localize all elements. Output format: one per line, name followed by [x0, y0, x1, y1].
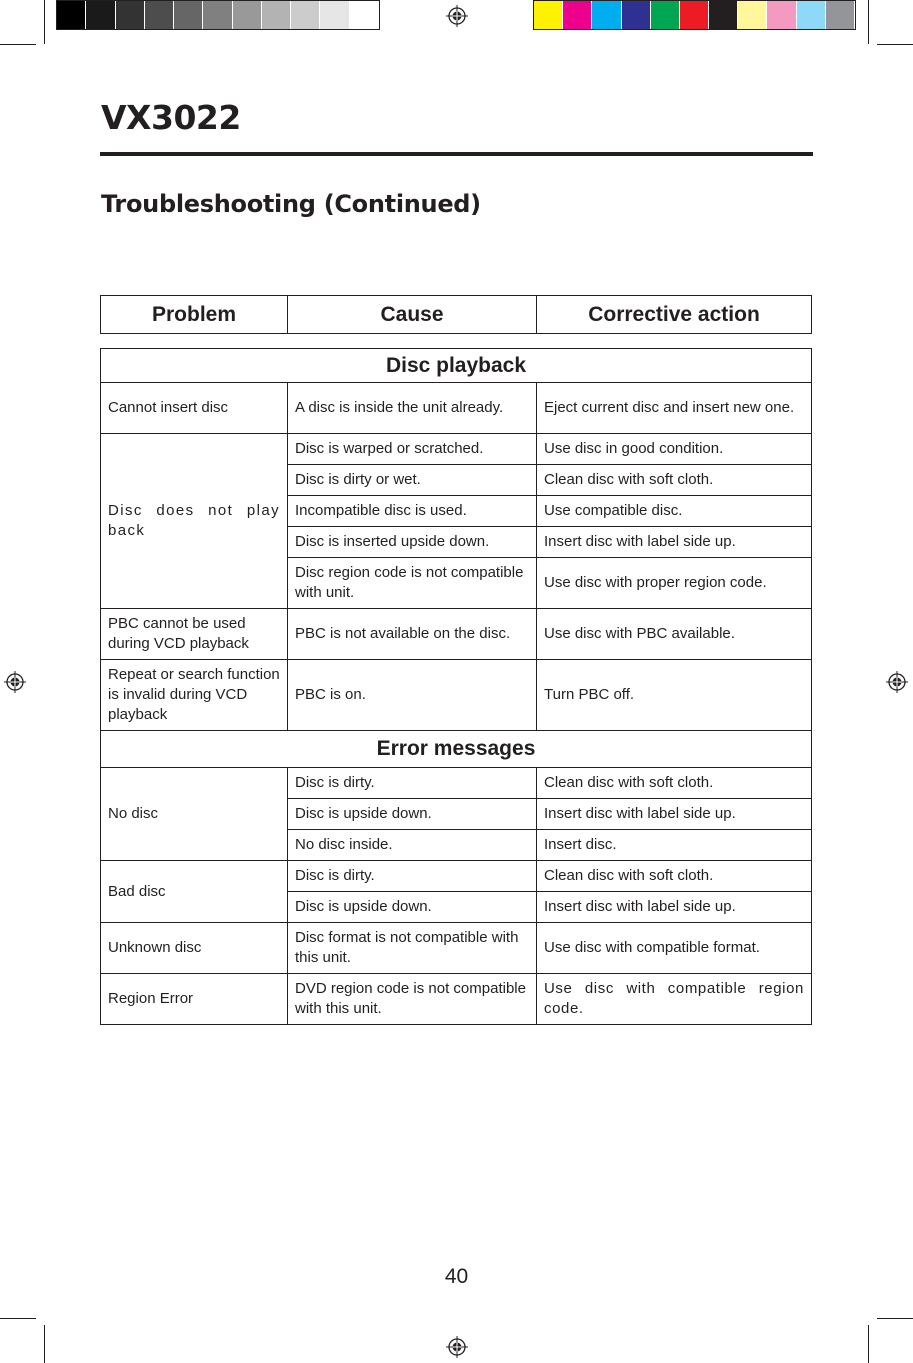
- crop-mark: [868, 0, 869, 44]
- color-swatch: [291, 1, 320, 29]
- color-swatch: [145, 1, 174, 29]
- troubleshooting-table: [100, 348, 812, 1025]
- header-table: [100, 295, 812, 334]
- action-cell: Use disc with compatible region code.: [537, 974, 812, 1025]
- header-rule: [100, 152, 813, 156]
- action-cell: Use disc with PBC available.: [537, 609, 812, 660]
- color-swatch: [651, 1, 680, 29]
- color-swatch: [203, 1, 232, 29]
- problem-cell: Unknown disc: [101, 923, 288, 974]
- header-problem: Problem: [101, 296, 288, 334]
- cause-cell: DVD region code is not compatible with this unit.: [288, 974, 537, 1025]
- registration-mark-icon: [4, 671, 26, 693]
- table-row: [101, 768, 812, 799]
- crop-mark: [0, 44, 36, 45]
- cause-cell: Disc is upside down.: [288, 892, 537, 923]
- table-row: [101, 660, 812, 731]
- cause-cell: Disc is warped or scratched.: [288, 434, 537, 465]
- registration-mark-icon: [446, 1336, 468, 1358]
- action-cell: Use compatible disc.: [537, 496, 812, 527]
- action-cell: Eject current disc and insert new one.: [537, 383, 812, 434]
- action-cell: Turn PBC off.: [537, 660, 812, 731]
- cause-cell: PBC is not available on the disc.: [288, 609, 537, 660]
- table-row: [101, 923, 812, 974]
- action-cell: Use disc with proper region code.: [537, 558, 812, 609]
- color-swatch: [534, 1, 563, 29]
- color-swatch: [826, 1, 855, 29]
- crop-mark: [877, 44, 913, 45]
- cause-cell: Disc is dirty.: [288, 768, 537, 799]
- color-swatch: [767, 1, 796, 29]
- group-title-disc-playback: Disc playback: [101, 349, 812, 383]
- cause-cell: PBC is on.: [288, 660, 537, 731]
- action-cell: Clean disc with soft cloth.: [537, 768, 812, 799]
- section-title: Troubleshooting (Continued): [101, 190, 481, 218]
- color-swatch: [57, 1, 86, 29]
- registration-mark-icon: [886, 671, 908, 693]
- table-row: [101, 609, 812, 660]
- crop-mark: [0, 1318, 36, 1319]
- cause-cell: A disc is inside the unit already.: [288, 383, 537, 434]
- crop-mark: [877, 1318, 913, 1319]
- cause-cell: Disc region code is not compatible with unit.: [288, 558, 537, 609]
- cause-cell: Disc is upside down.: [288, 799, 537, 830]
- problem-cell: No disc: [101, 768, 288, 861]
- color-swatch: [709, 1, 738, 29]
- table-row: [101, 434, 812, 465]
- problem-cell: Repeat or search function is invalid during VCD playback: [101, 660, 288, 731]
- grayscale-color-bar: [56, 0, 380, 30]
- header-corrective-action: Corrective action: [537, 296, 812, 334]
- problem-cell: PBC cannot be used during VCD playback: [101, 609, 288, 660]
- registration-mark-icon: [446, 5, 468, 27]
- color-swatch: [174, 1, 203, 29]
- model-title: VX3022: [101, 98, 241, 137]
- cause-cell: No disc inside.: [288, 830, 537, 861]
- cause-cell: Disc is dirty or wet.: [288, 465, 537, 496]
- table-row: [101, 383, 812, 434]
- action-cell: Use disc in good condition.: [537, 434, 812, 465]
- crop-mark: [44, 0, 45, 44]
- color-swatch: [320, 1, 349, 29]
- action-cell: Clean disc with soft cloth.: [537, 861, 812, 892]
- color-swatch: [563, 1, 592, 29]
- crop-mark: [44, 1325, 45, 1363]
- problem-cell: Bad disc: [101, 861, 288, 923]
- color-swatch: [738, 1, 767, 29]
- color-swatch: [592, 1, 621, 29]
- color-swatch: [680, 1, 709, 29]
- cause-cell: Incompatible disc is used.: [288, 496, 537, 527]
- color-swatch: [86, 1, 115, 29]
- table-row: [101, 974, 812, 1025]
- header-cause: Cause: [288, 296, 537, 334]
- color-swatch: [797, 1, 826, 29]
- cause-cell: Disc is dirty.: [288, 861, 537, 892]
- cause-cell: Disc is inserted upside down.: [288, 527, 537, 558]
- action-cell: Insert disc with label side up.: [537, 527, 812, 558]
- table-row: [101, 861, 812, 892]
- cmyk-color-bar: [533, 0, 856, 30]
- action-cell: Insert disc.: [537, 830, 812, 861]
- color-swatch: [350, 1, 379, 29]
- problem-cell: Region Error: [101, 974, 288, 1025]
- color-swatch: [233, 1, 262, 29]
- problem-cell: Cannot insert disc: [101, 383, 288, 434]
- color-swatch: [116, 1, 145, 29]
- action-cell: Insert disc with label side up.: [537, 892, 812, 923]
- color-swatch: [622, 1, 651, 29]
- color-swatch: [262, 1, 291, 29]
- action-cell: Clean disc with soft cloth.: [537, 465, 812, 496]
- action-cell: Insert disc with label side up.: [537, 799, 812, 830]
- cause-cell: Disc format is not compatible with this unit.: [288, 923, 537, 974]
- crop-mark: [868, 1325, 869, 1363]
- page-number: 40: [444, 1265, 469, 1288]
- problem-cell: Disc does not play back: [101, 434, 288, 609]
- action-cell: Use disc with compatible format.: [537, 923, 812, 974]
- group-title-error-messages: Error messages: [101, 731, 812, 768]
